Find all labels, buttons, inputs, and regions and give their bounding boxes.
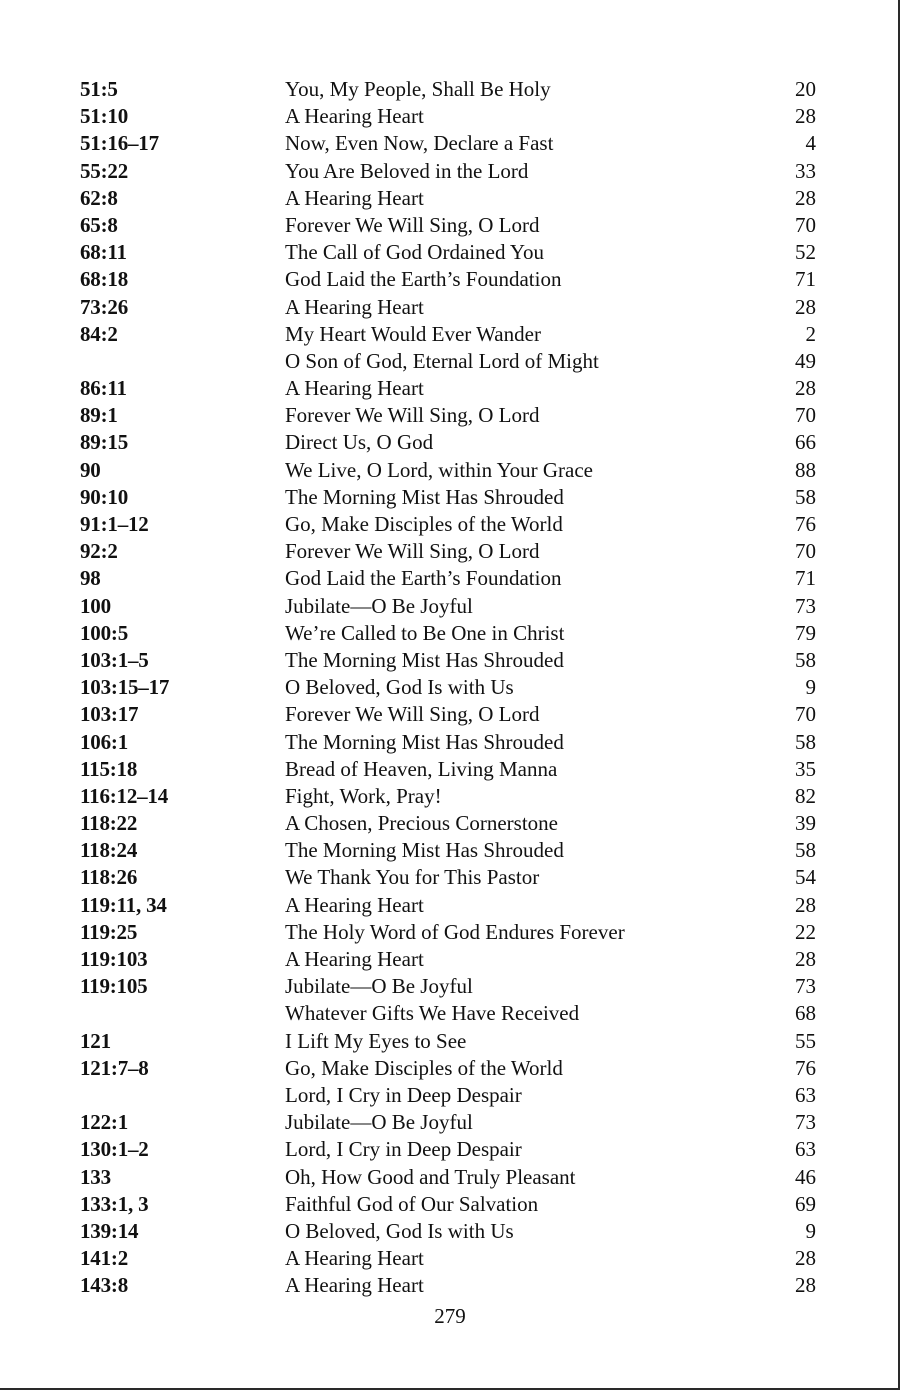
hymn-title: Whatever Gifts We Have Received — [285, 1001, 580, 1026]
index-row — [80, 321, 816, 348]
hymn-number: 71 — [795, 566, 816, 591]
index-row — [80, 973, 816, 1000]
page-number: 279 — [434, 1304, 466, 1328]
hymn-number: 73 — [795, 1110, 816, 1135]
scripture-reference: 121:7–8 — [80, 1055, 149, 1080]
index-row — [80, 919, 816, 946]
index-row — [80, 348, 816, 375]
hymn-number: 70 — [795, 403, 816, 428]
hymn-number: 68 — [795, 1001, 816, 1026]
hymn-number: 54 — [795, 865, 816, 890]
index-row — [80, 429, 816, 456]
index-row — [80, 484, 816, 511]
scripture-reference: 89:15 — [80, 430, 128, 455]
hymn-title: A Hearing Heart — [285, 376, 424, 401]
index-row — [80, 837, 816, 864]
hymn-title: My Heart Would Ever Wander — [285, 321, 541, 346]
scripture-reference: 143:8 — [80, 1273, 128, 1298]
index-row — [80, 158, 816, 185]
hymn-title: Bread of Heaven, Living Manna — [285, 756, 558, 781]
hymn-number: 20 — [795, 77, 816, 101]
index-row — [80, 375, 816, 402]
scripture-reference: 100:5 — [80, 620, 128, 645]
scripture-reference: 55:22 — [80, 158, 128, 183]
scripture-reference: 100 — [80, 593, 111, 618]
hymn-number: 9 — [805, 675, 816, 700]
scripture-reference: 106:1 — [80, 729, 128, 754]
hymn-number: 70 — [795, 702, 816, 727]
index-row — [80, 1136, 816, 1163]
hymn-number: 69 — [795, 1191, 816, 1216]
hymn-title: A Hearing Heart — [285, 104, 424, 129]
hymn-title: You, My People, Shall Be Holy — [285, 77, 551, 101]
hymn-title: God Laid the Earth’s Foundation — [285, 566, 562, 591]
hymn-number: 73 — [795, 974, 816, 999]
index-row — [80, 1000, 816, 1027]
hymn-number: 52 — [795, 240, 816, 265]
index-row — [80, 266, 816, 293]
scripture-reference: 119:105 — [80, 974, 148, 999]
index-row — [80, 565, 816, 592]
scripture-reference: 130:1–2 — [80, 1137, 149, 1162]
index-row — [80, 212, 816, 239]
hymn-number: 28 — [795, 376, 816, 401]
hymn-number: 55 — [795, 1028, 816, 1053]
scripture-reference: 62:8 — [80, 185, 118, 210]
hymn-title: The Morning Mist Has Shrouded — [285, 484, 564, 509]
hymn-number: 33 — [795, 158, 816, 183]
hymn-number: 70 — [795, 212, 816, 237]
index-row — [80, 946, 816, 973]
hymn-number: 28 — [795, 185, 816, 210]
index-row — [80, 701, 816, 728]
hymn-number: 70 — [795, 539, 816, 564]
scripture-reference: 139:14 — [80, 1218, 139, 1243]
hymn-title: A Hearing Heart — [285, 294, 424, 319]
hymn-title: Faithful God of Our Salvation — [285, 1191, 539, 1216]
index-row — [80, 294, 816, 321]
hymn-title: Forever We Will Sing, O Lord — [285, 702, 540, 727]
scripture-reference: 133 — [80, 1164, 111, 1189]
scripture-reference: 122:1 — [80, 1110, 128, 1135]
index-row — [80, 103, 816, 130]
hymn-number: 88 — [795, 457, 816, 482]
index-row — [80, 239, 816, 266]
hymn-title: A Hearing Heart — [285, 947, 424, 971]
index-row — [80, 1082, 816, 1109]
index-row — [80, 130, 816, 157]
scripture-reference: 118:24 — [80, 838, 138, 863]
hymn-title: I Lift My Eyes to See — [285, 1028, 467, 1053]
hymn-number: 4 — [805, 131, 816, 156]
scripture-reference: 133:1, 3 — [80, 1191, 149, 1216]
scripture-reference — [80, 348, 285, 375]
index-row — [80, 185, 816, 212]
hymn-number: 35 — [795, 756, 816, 781]
hymn-title: A Chosen, Precious Cornerstone — [285, 811, 558, 836]
scripture-reference: 103:1–5 — [80, 647, 149, 672]
scripture-reference: 119:11, 34 — [80, 892, 167, 917]
hymn-title: Fight, Work, Pray! — [285, 783, 442, 808]
hymn-number: 73 — [795, 593, 816, 618]
hymn-title: Forever We Will Sing, O Lord — [285, 403, 540, 428]
hymn-title: We Thank You for This Pastor — [285, 865, 540, 890]
scripture-reference: 90:10 — [80, 484, 128, 509]
hymn-number: 9 — [805, 1218, 816, 1243]
hymn-number: 82 — [795, 783, 816, 808]
hymn-title: The Morning Mist Has Shrouded — [285, 729, 564, 754]
scripture-reference: 119:25 — [80, 919, 138, 944]
hymn-number: 28 — [795, 947, 816, 971]
hymn-title: Now, Even Now, Declare a Fast — [285, 131, 554, 156]
scripture-reference: 116:12–14 — [80, 783, 169, 808]
index-row — [80, 1028, 816, 1055]
scripture-reference: 118:26 — [80, 865, 138, 890]
hymn-title: The Morning Mist Has Shrouded — [285, 838, 564, 863]
hymn-title: O Beloved, God Is with Us — [285, 675, 514, 700]
scripture-reference: 73:26 — [80, 294, 128, 319]
scripture-reference: 103:15–17 — [80, 675, 170, 700]
index-row — [80, 538, 816, 565]
hymn-title: Forever We Will Sing, O Lord — [285, 212, 540, 237]
hymn-number: 76 — [795, 1055, 816, 1080]
scripture-reference: 51:10 — [80, 104, 128, 129]
hymn-number: 58 — [795, 729, 816, 754]
hymn-number: 49 — [795, 348, 816, 373]
hymn-number: 63 — [795, 1082, 816, 1107]
hymn-title: You Are Beloved in the Lord — [285, 158, 529, 183]
index-row — [80, 864, 816, 891]
index-row — [80, 1245, 816, 1272]
hymn-title: A Hearing Heart — [285, 185, 424, 210]
hymn-title: O Son of God, Eternal Lord of Might — [285, 348, 599, 373]
hymn-title: Jubilate—O Be Joyful — [285, 974, 473, 999]
hymn-title: A Hearing Heart — [285, 1246, 424, 1271]
hymn-title: A Hearing Heart — [285, 892, 424, 917]
hymn-title: O Beloved, God Is with Us — [285, 1218, 514, 1243]
hymn-title: Jubilate—O Be Joyful — [285, 1110, 473, 1135]
hymn-title: We Live, O Lord, within Your Grace — [285, 457, 593, 482]
scripture-reference: 119:103 — [80, 947, 148, 971]
scripture-reference: 91:1–12 — [80, 512, 149, 536]
hymn-title: Forever We Will Sing, O Lord — [285, 539, 540, 564]
hymn-number: 58 — [795, 484, 816, 509]
scripture-reference: 51:16–17 — [80, 131, 159, 156]
hymn-title: A Hearing Heart — [285, 1273, 424, 1298]
hymn-number: 58 — [795, 838, 816, 863]
hymn-number: 28 — [795, 1246, 816, 1271]
hymn-title: Go, Make Disciples of the World — [285, 512, 563, 536]
scripture-reference: 90 — [80, 457, 101, 482]
index-row — [80, 457, 816, 484]
index-row — [80, 593, 816, 620]
index-row — [80, 620, 816, 647]
index-row — [80, 1164, 816, 1191]
scripture-reference: 118:22 — [80, 811, 138, 836]
hymn-number: 39 — [795, 811, 816, 836]
scripture-reference — [80, 1000, 285, 1027]
scripture-reference: 86:11 — [80, 376, 127, 401]
hymn-title: Oh, How Good and Truly Pleasant — [285, 1164, 576, 1189]
scripture-reference: 92:2 — [80, 539, 118, 564]
index-row — [80, 511, 816, 538]
index-row — [80, 1272, 816, 1299]
index-row — [80, 402, 816, 429]
scripture-reference: 68:11 — [80, 240, 127, 265]
hymn-number: 28 — [795, 104, 816, 129]
scripture-reference: 51:5 — [80, 77, 118, 101]
index-row — [80, 1191, 816, 1218]
hymn-number: 2 — [805, 321, 816, 346]
scripture-reference: 141:2 — [80, 1246, 128, 1271]
scripture-reference — [80, 1082, 285, 1109]
hymn-number: 46 — [795, 1164, 816, 1189]
hymn-title: The Morning Mist Has Shrouded — [285, 647, 564, 672]
scripture-reference: 103:17 — [80, 702, 139, 727]
hymn-number: 28 — [795, 892, 816, 917]
hymn-title: Go, Make Disciples of the World — [285, 1055, 563, 1080]
scripture-reference: 121 — [80, 1028, 111, 1053]
hymn-number: 76 — [795, 512, 816, 536]
scripture-reference: 84:2 — [80, 321, 118, 346]
hymn-title: We’re Called to Be One in Christ — [285, 620, 565, 645]
scripture-reference: 65:8 — [80, 212, 118, 237]
index-row — [80, 76, 816, 103]
hymn-number: 22 — [795, 919, 816, 944]
hymn-title: The Call of God Ordained You — [285, 240, 544, 265]
hymn-number: 58 — [795, 647, 816, 672]
index-row — [80, 756, 816, 783]
index-row — [80, 647, 816, 674]
scripture-reference: 68:18 — [80, 267, 128, 292]
hymn-title: Lord, I Cry in Deep Despair — [285, 1137, 522, 1162]
index-row — [80, 1055, 816, 1082]
hymn-title: Jubilate—O Be Joyful — [285, 593, 473, 618]
index-row — [80, 1218, 816, 1245]
index-row — [80, 729, 816, 756]
scripture-reference: 115:18 — [80, 756, 138, 781]
hymn-title: Lord, I Cry in Deep Despair — [285, 1082, 522, 1107]
hymn-number: 79 — [795, 620, 816, 645]
hymn-number: 63 — [795, 1137, 816, 1162]
index-row — [80, 810, 816, 837]
hymn-title: The Holy Word of God Endures Forever — [285, 919, 625, 944]
index-row — [80, 892, 816, 919]
hymn-number: 28 — [795, 1273, 816, 1298]
index-row — [80, 674, 816, 701]
hymn-title: Direct Us, O God — [285, 430, 434, 455]
scripture-reference: 98 — [80, 566, 101, 591]
scripture-reference: 89:1 — [80, 403, 118, 428]
index-row — [80, 1109, 816, 1136]
hymn-number: 66 — [795, 430, 816, 455]
hymn-number: 71 — [795, 267, 816, 292]
hymn-number: 28 — [795, 294, 816, 319]
index-row — [80, 783, 816, 810]
scripture-index-list — [80, 76, 816, 1299]
hymn-title: God Laid the Earth’s Foundation — [285, 267, 562, 292]
